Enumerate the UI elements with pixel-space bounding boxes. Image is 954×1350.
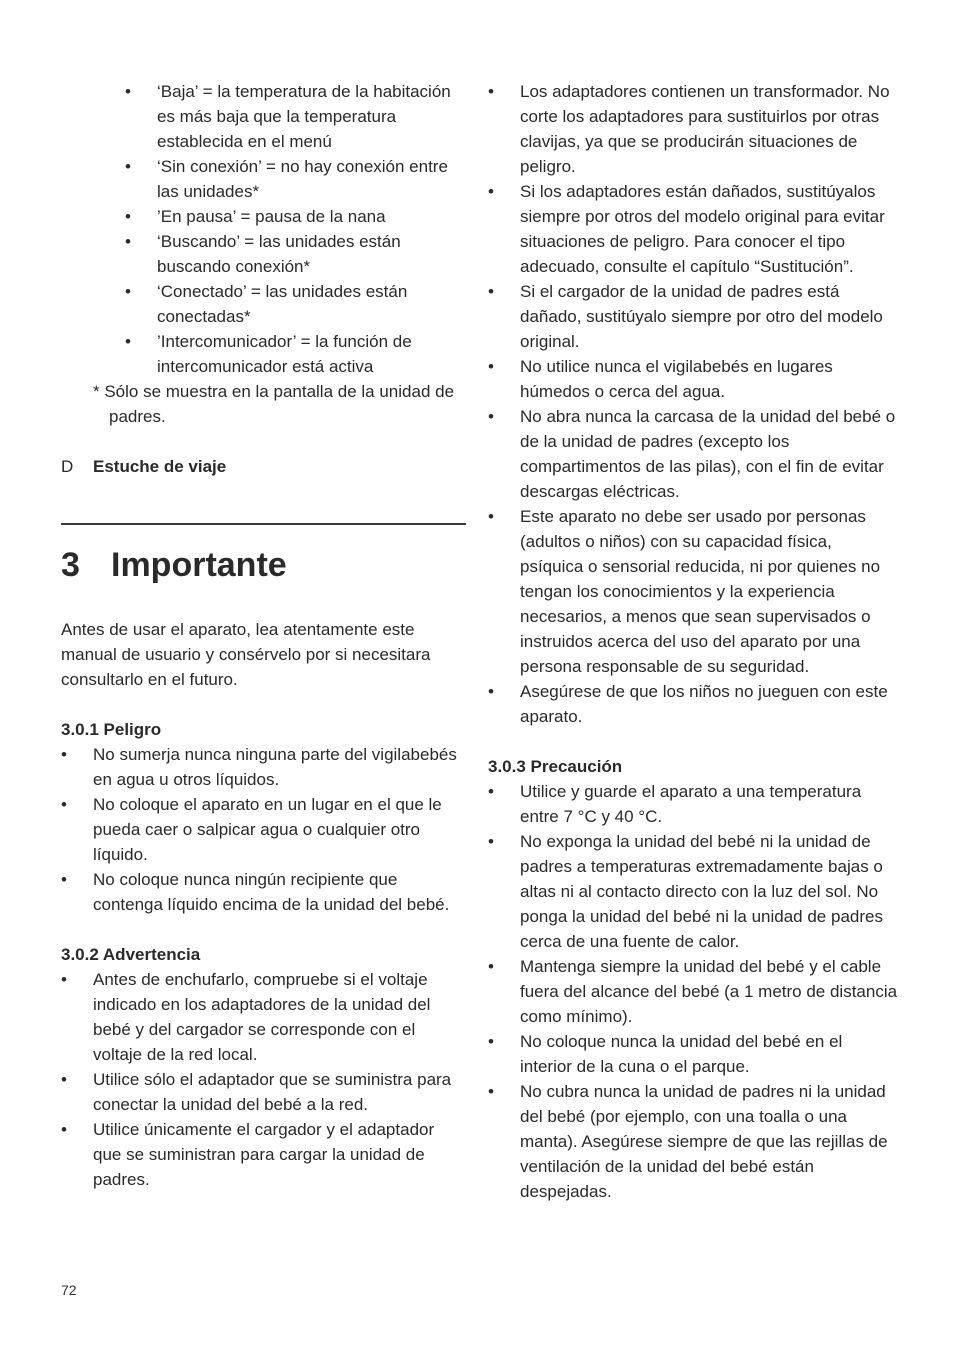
list-item: • No sumerja nunca ninguna parte del vigilabebés en agua u otros líquidos. xyxy=(61,742,466,792)
list-item: • ‘Conectado’ = las unidades están conectadas* xyxy=(125,279,466,329)
list-item: • Utilice únicamente el cargador y el adaptador que se suministran para cargar la unidad de padres. xyxy=(61,1117,466,1192)
list-item: • No coloque nunca la unidad del bebé en el interior de la cuna o el parque. xyxy=(488,1029,898,1079)
list-item: • No coloque el aparato en un lugar en el que le pueda caer o salpicar agua o cualquier otro líquido. xyxy=(61,792,466,867)
list-item: • Si los adaptadores están dañados, sustitúyalos siempre por otros del modelo original para evitar situaciones de peligro. Para conocer el tipo adecuado, consulte el capítulo “Sustitución”. xyxy=(488,179,898,279)
advertencia-list-right xyxy=(488,79,898,729)
chapter-title: Importante xyxy=(111,546,287,584)
list-item: • Si el cargador de la unidad de padres está dañado, sustitúyalo siempre por otro del modelo original. xyxy=(488,279,898,354)
chapter-divider xyxy=(61,523,466,525)
list-item: • Utilice sólo el adaptador que se suministra para conectar la unidad del bebé a la red. xyxy=(61,1067,466,1117)
list-item: • Antes de enchufarlo, compruebe si el voltaje indicado en los adaptadores de la unidad del bebé y del cargador se corresponde con el voltaje de la red local. xyxy=(61,967,466,1067)
footnote: * Sólo se muestra en la pantalla de la unidad de padres. xyxy=(93,382,455,426)
section-title: Estuche de viaje xyxy=(93,457,227,476)
list-item: • Mantenga siempre la unidad del bebé y el cable fuera del alcance del bebé (a 1 metro de distancia como mínimo). xyxy=(488,954,898,1029)
list-item: • No abra nunca la carcasa de la unidad del bebé o de la unidad de padres (excepto los compartimentos de las pilas), con el fin de evitar descargas eléctricas. xyxy=(488,404,898,504)
chapter-number: 3 xyxy=(61,546,80,584)
list-item: • ’Intercomunicador’ = la función de intercomunicador está activa xyxy=(125,329,466,379)
chapter-heading xyxy=(61,543,466,587)
list-item: • No exponga la unidad del bebé ni la unidad de padres a temperaturas extremadamente bajas o altas ni al contacto directo con la luz del sol. No ponga la unidad del bebé ni la unidad de padres cerca de una fuente de calor. xyxy=(488,829,898,954)
list-item: • No cubra nunca la unidad de padres ni la unidad del bebé (por ejemplo, con una toalla o una manta). Asegúrese siempre de que las rejillas de ventilación de la unidad del bebé están despejadas. xyxy=(488,1079,898,1204)
heading-peligro: 3.0.1 Peligro xyxy=(61,720,162,739)
advertencia-list-left xyxy=(61,967,466,1192)
precaucion-list xyxy=(488,779,898,1204)
list-item: • No utilice nunca el vigilabebés en lugares húmedos o cerca del agua. xyxy=(488,354,898,404)
list-item: • Este aparato no debe ser usado por personas (adultos o niños) con su capacidad física, psíquica o sensorial reducida, ni por quienes no tengan los conocimientos y la experiencia necesarios, a menos que sean supervisados o instruidos acerca del uso del aparato por una persona responsable de su seguridad. xyxy=(488,504,898,679)
left-column xyxy=(61,79,466,1192)
section-letter: D xyxy=(61,457,74,476)
intro-paragraph: Antes de usar el aparato, lea atentamente este manual de usuario y consérvelo por si necesitara consultarlo en el futuro. xyxy=(61,620,431,689)
list-item: • Utilice y guarde el aparato a una temperatura entre 7 °C y 40 °C. xyxy=(488,779,898,829)
heading-precaucion: 3.0.3 Precaución xyxy=(488,757,623,776)
heading-advertencia: 3.0.2 Advertencia xyxy=(61,945,201,964)
peligro-list xyxy=(61,742,466,917)
list-item: • ’En pausa’ = pausa de la nana xyxy=(125,204,466,229)
right-column xyxy=(488,79,898,1204)
list-item: • ‘Baja’ = la temperatura de la habitación es más baja que la temperatura establecida en el menú xyxy=(125,79,466,154)
list-item: • ‘Buscando’ = las unidades están buscando conexión* xyxy=(125,229,466,279)
list-item: • Asegúrese de que los niños no jueguen con este aparato. xyxy=(488,679,898,729)
page-number: 72 xyxy=(61,1282,77,1298)
status-list xyxy=(125,79,466,379)
list-item: • No coloque nunca ningún recipiente que contenga líquido encima de la unidad del bebé. xyxy=(61,867,466,917)
list-item: • ‘Sin conexión’ = no hay conexión entre las unidades* xyxy=(125,154,466,204)
list-item: • Los adaptadores contienen un transformador. No corte los adaptadores para sustituirlos por otras clavijas, ya que se producirán situaciones de peligro. xyxy=(488,79,898,179)
section-d xyxy=(61,454,466,479)
